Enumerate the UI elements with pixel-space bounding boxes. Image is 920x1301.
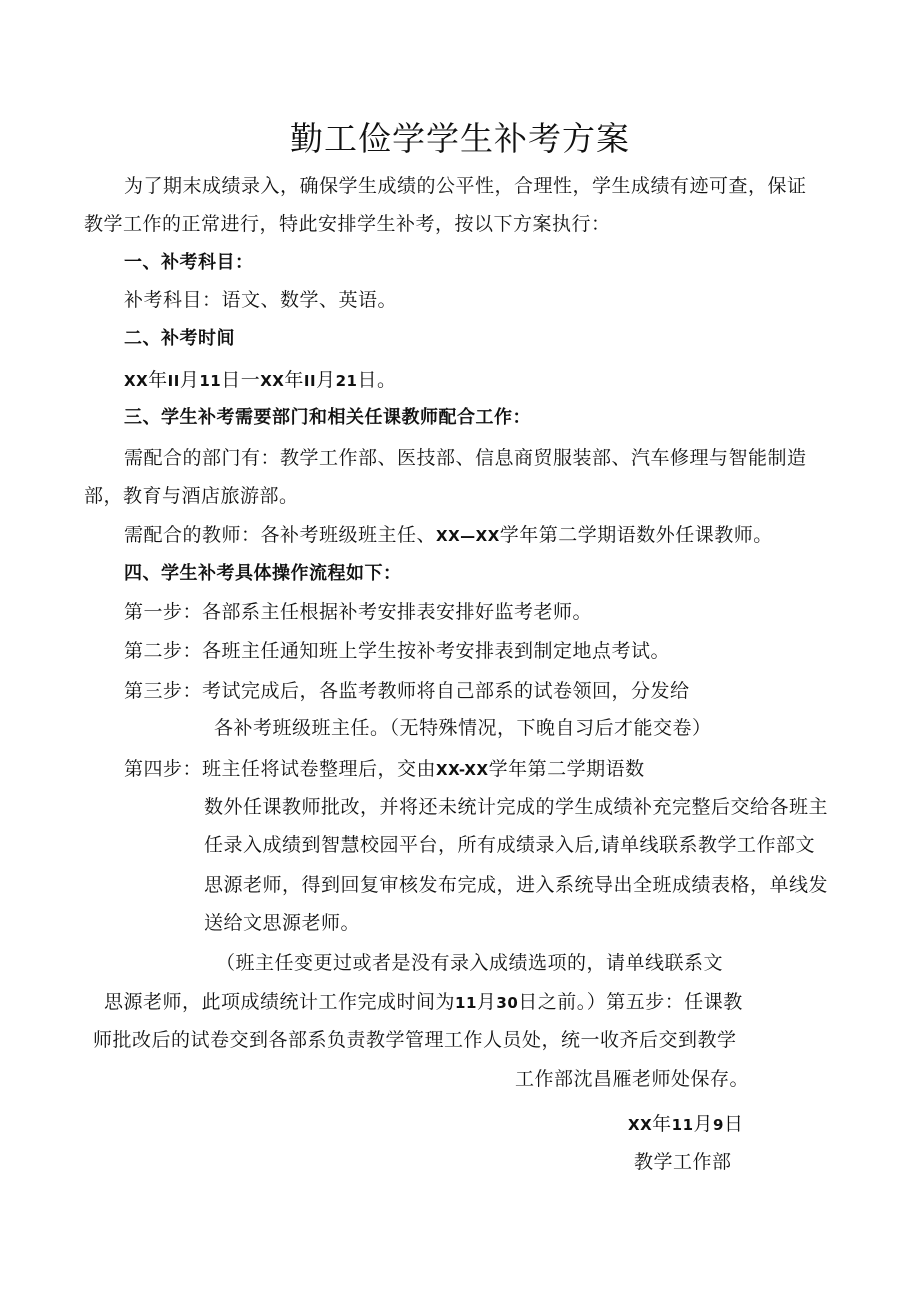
step-3-line-1: 第三步：考试完成后，各监考教师将自己部系的试卷领回，分发给: [124, 680, 690, 702]
step-4-line-4: 思源老师，得到回复审核发布完成，进入系统导出全班成绩表格，单线发: [204, 874, 829, 896]
departments-line-2: 部，教育与酒店旅游部。: [84, 485, 299, 507]
page-title: 勤工俭学学生补考方案: [290, 119, 630, 158]
step-4-line-2: 数外任课教师批改，并将还未统计完成的学生成绩补充完整后交给各班主: [204, 796, 829, 818]
step-2: 第二步：各班主任通知班上学生按补考安排表到制定地点考试。: [124, 640, 671, 662]
intro-line-2: 教学工作的正常进行，特此安排学生补考，按以下方案执行：: [84, 213, 611, 235]
section-1-body: 补考科目：语文、数学、英语。: [124, 289, 398, 311]
note-line-4: 工作部沈昌雁老师处保存。: [515, 1068, 750, 1090]
departments-line-1: 需配合的部门有：教学工作部、医技部、信息商贸服装部、汽车修理与智能制造: [124, 447, 807, 469]
step-4-line-3: 任录入成绩到智慧校园平台，所有成绩录入后,请单线联系教学工作部文: [204, 834, 816, 856]
exam-date-range: XX年II月11日一XX年II月21日。: [124, 369, 397, 391]
note-line-3: 师批改后的试卷交到各部系负责教学管理工作人员处，统一收齐后交到教学: [93, 1029, 737, 1051]
step-4-line-1: 第四步：班主任将试卷整理后，交由XX-XX学年第二学期语数: [124, 758, 645, 780]
section-4-heading: 四、学生补考具体操作流程如下：: [124, 563, 402, 584]
section-3-heading: 三、学生补考需要部门和相关任课教师配合工作：: [124, 407, 531, 428]
section-1-heading: 一、补考科目：: [124, 252, 254, 273]
step-4-line-5: 送给文思源老师。: [204, 912, 361, 934]
note-line-2: 思源老师，此项成绩统计工作完成时间为11月30日之前。）第五步：任课教: [104, 991, 743, 1013]
teachers-line: 需配合的教师：各补考班级班主任、XX—XX学年第二学期语数外任课教师。: [124, 524, 773, 546]
intro-line-1: 为了期末成绩录入，确保学生成绩的公平性，合理性，学生成绩有迹可查，保证: [124, 175, 807, 197]
signature-department: 教学工作部: [634, 1151, 732, 1173]
signature-date: XX年11月9日: [628, 1113, 744, 1135]
step-3-line-2: 各补考班级班主任。（无特殊情况，下晚自习后才能交卷）: [214, 717, 712, 739]
step-1: 第一步：各部系主任根据补考安排表安排好监考老师。: [124, 601, 593, 623]
section-2-heading: 二、补考时间: [124, 328, 235, 349]
note-line-1: （班主任变更过或者是没有录入成绩选项的，请单线联系文: [216, 952, 724, 974]
